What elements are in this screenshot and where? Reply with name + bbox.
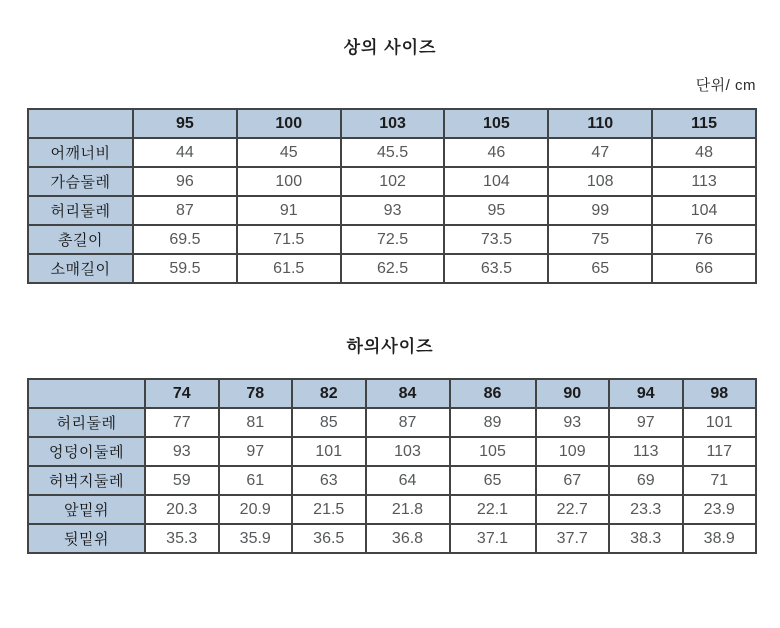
bottom-size-title: 하의사이즈 [346,337,434,356]
size-value: 63 [292,466,366,495]
size-value: 66 [652,254,756,283]
size-column-header: 98 [683,379,757,408]
size-value: 59 [145,466,219,495]
size-value: 108 [548,167,652,196]
size-value: 105 [450,437,536,466]
size-value: 36.5 [292,524,366,553]
size-value: 20.9 [219,495,293,524]
size-value: 95 [444,196,548,225]
size-value: 69.5 [133,225,237,254]
unit-label: 단위/ cm [695,77,756,94]
size-value: 65 [450,466,536,495]
size-value: 71.5 [237,225,341,254]
size-value: 97 [609,408,683,437]
size-value: 22.1 [450,495,536,524]
size-value: 101 [292,437,366,466]
row-label: 허리둘레 [28,196,133,225]
size-value: 45.5 [341,138,445,167]
size-value: 69 [609,466,683,495]
size-value: 59.5 [133,254,237,283]
row-label: 뒷밑위 [28,524,145,553]
row-label: 허벅지둘레 [28,466,145,495]
size-column-header: 115 [652,109,756,138]
size-value: 102 [341,167,445,196]
size-value: 87 [366,408,450,437]
row-label: 어깨너비 [28,138,133,167]
table-row [28,138,756,167]
size-column-header: 103 [341,109,445,138]
size-value: 21.8 [366,495,450,524]
size-value: 104 [444,167,548,196]
size-value: 117 [683,437,757,466]
size-value: 38.9 [683,524,757,553]
size-value: 45 [237,138,341,167]
size-value: 37.7 [536,524,610,553]
size-value: 113 [609,437,683,466]
table-row [28,196,756,225]
table-row [28,466,756,495]
size-value: 36.8 [366,524,450,553]
size-value: 71 [683,466,757,495]
size-value: 101 [683,408,757,437]
size-value: 97 [219,437,293,466]
size-column-header: 110 [548,109,652,138]
table-row [28,408,756,437]
size-value: 89 [450,408,536,437]
size-value: 63.5 [444,254,548,283]
size-value: 113 [652,167,756,196]
size-value: 109 [536,437,610,466]
size-column-header: 94 [609,379,683,408]
size-value: 93 [145,437,219,466]
size-column-header: 82 [292,379,366,408]
row-label: 앞밑위 [28,495,145,524]
size-value: 93 [341,196,445,225]
size-value: 46 [444,138,548,167]
top-size-table [27,108,757,284]
size-value: 21.5 [292,495,366,524]
table-row [28,225,756,254]
size-value: 47 [548,138,652,167]
row-label: 가슴둘레 [28,167,133,196]
size-value: 38.3 [609,524,683,553]
row-label: 총길이 [28,225,133,254]
size-value: 77 [145,408,219,437]
table-row [28,167,756,196]
size-value: 37.1 [450,524,536,553]
size-value: 103 [366,437,450,466]
table-row [28,254,756,283]
size-value: 65 [548,254,652,283]
row-label: 엉덩이둘레 [28,437,145,466]
size-value: 22.7 [536,495,610,524]
size-value: 76 [652,225,756,254]
size-value: 62.5 [341,254,445,283]
size-column-header: 86 [450,379,536,408]
size-value: 67 [536,466,610,495]
size-column-header: 100 [237,109,341,138]
size-value: 23.3 [609,495,683,524]
size-value: 91 [237,196,341,225]
size-value: 72.5 [341,225,445,254]
size-value: 100 [237,167,341,196]
size-value: 61.5 [237,254,341,283]
corner-cell [28,109,133,138]
size-value: 99 [548,196,652,225]
size-column-header: 74 [145,379,219,408]
size-value: 44 [133,138,237,167]
size-value: 64 [366,466,450,495]
size-value: 48 [652,138,756,167]
size-value: 75 [548,225,652,254]
size-value: 81 [219,408,293,437]
size-column-header: 95 [133,109,237,138]
size-value: 23.9 [683,495,757,524]
row-label: 허리둘레 [28,408,145,437]
size-column-header: 90 [536,379,610,408]
size-value: 93 [536,408,610,437]
top-size-title: 상의 사이즈 [343,38,437,57]
bottom-size-table [27,378,757,554]
corner-cell [28,379,145,408]
table-row [28,495,756,524]
size-column-header: 78 [219,379,293,408]
size-column-header: 84 [366,379,450,408]
size-value: 87 [133,196,237,225]
size-value: 73.5 [444,225,548,254]
table-row [28,437,756,466]
size-value: 85 [292,408,366,437]
size-header-row [28,109,756,138]
size-header-row [28,379,756,408]
size-value: 104 [652,196,756,225]
table-row [28,524,756,553]
size-value: 35.9 [219,524,293,553]
row-label: 소매길이 [28,254,133,283]
size-value: 20.3 [145,495,219,524]
size-value: 96 [133,167,237,196]
size-value: 61 [219,466,293,495]
size-value: 35.3 [145,524,219,553]
size-column-header: 105 [444,109,548,138]
